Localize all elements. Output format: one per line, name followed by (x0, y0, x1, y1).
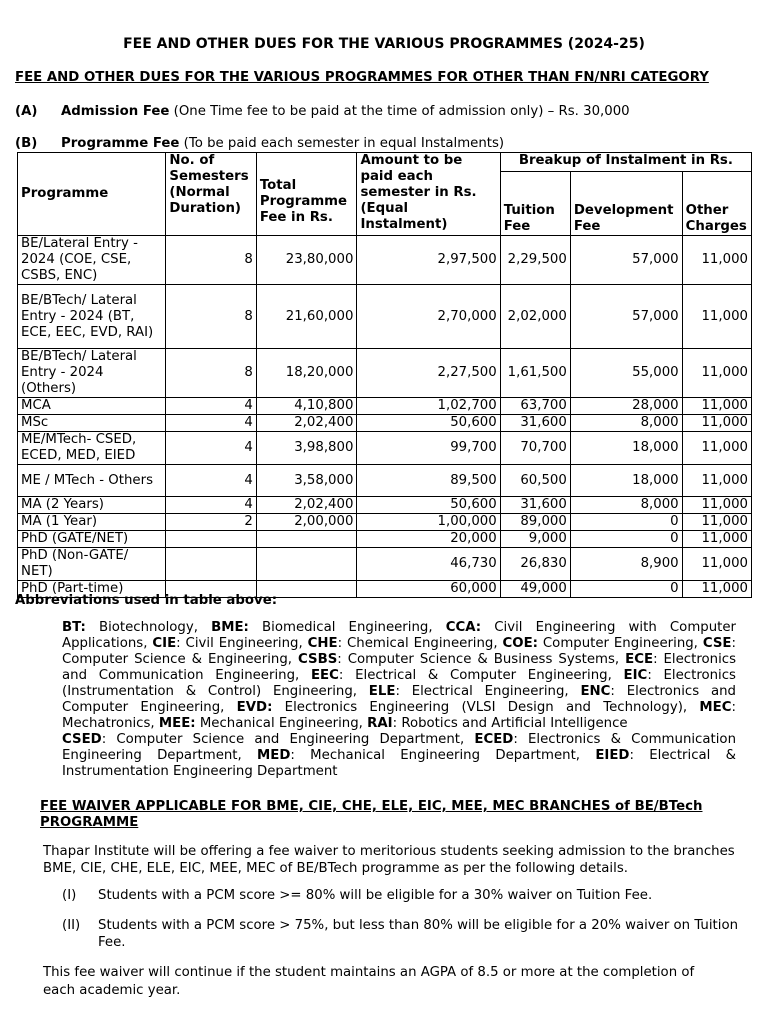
abbreviation-meaning: : Computer Science & Business Systems, (337, 652, 626, 667)
admission-fee-heading: Admission Fee (61, 104, 170, 119)
abbreviation-meaning: : Chemical Engineering, (337, 636, 503, 651)
cell-amount: 89,500 (357, 465, 500, 497)
cell-tuition: 63,700 (500, 398, 570, 415)
cell-tuition: 1,61,500 (500, 349, 570, 398)
cell-other: 11,000 (682, 531, 751, 548)
cell-other: 11,000 (682, 415, 751, 432)
section-subtitle: FEE AND OTHER DUES FOR THE VARIOUS PROGRAMMES FOR OTHER THAN FN/NRI CATEGORY (15, 70, 709, 85)
cell-total: 2,00,000 (256, 514, 357, 531)
table-row (18, 432, 752, 465)
cell-development: 8,000 (570, 497, 682, 514)
cell-semesters: 4 (166, 398, 256, 415)
cell-programme: MSc (18, 415, 166, 432)
abbreviation-term: CSE (702, 636, 732, 651)
abbreviation-meaning: Civil Engineering with Computer Applications, (62, 620, 737, 651)
section-b-label: (B) (15, 136, 38, 151)
abbreviation-term: ELE (368, 684, 396, 699)
cell-programme: BE/BTech/ Lateral Entry - 2024 (BT, ECE, EEC, EVD, RAI) (18, 285, 166, 349)
abbreviation-meaning: : Electronics (Instrumentation & Control) Engineering, (62, 668, 736, 699)
abbreviation-term: MEC (699, 700, 732, 715)
cell-amount: 50,600 (357, 415, 500, 432)
abbreviation-meaning: : Electronics and Communication Engineering, (62, 652, 737, 683)
header-tuition-fee: Tuition Fee (500, 172, 570, 236)
cell-total: 3,58,000 (256, 465, 357, 497)
abbreviation-term: CIE (152, 636, 177, 651)
abbreviation-meaning: : Mechatronics, (62, 700, 736, 731)
table-row (18, 531, 752, 548)
table-row (18, 514, 752, 531)
page-title: FEE AND OTHER DUES FOR THE VARIOUS PROGRAMMES (2024-25) (123, 36, 645, 52)
cell-other: 11,000 (682, 581, 751, 598)
cell-other: 11,000 (682, 432, 751, 465)
cell-total: 2,02,400 (256, 497, 357, 514)
cell-semesters: 4 (166, 415, 256, 432)
cell-programme: PhD (Part-time) (18, 581, 166, 598)
cell-semesters: 4 (166, 432, 256, 465)
abbreviation-term: MED (257, 748, 291, 763)
cell-programme: PhD (Non-GATE/ NET) (18, 548, 166, 581)
abbreviation-meaning: Biomedical Engineering, (248, 620, 446, 635)
cell-programme: ME/MTech- CSED, ECED, MED, EIED (18, 432, 166, 465)
cell-total: 23,80,000 (256, 236, 357, 285)
cell-tuition: 49,000 (500, 581, 570, 598)
table-row (18, 236, 752, 285)
cell-tuition: 31,600 (500, 415, 570, 432)
admission-fee-text: (One Time fee to be paid at the time of admission only) – Rs. 30,000 (169, 104, 630, 119)
waiver-item-text: Students with a PCM score > 75%, but less than 80% will be eligible for a 20% waiver on Tuition Fee. (98, 918, 739, 950)
admission-fee-line (15, 104, 630, 120)
cell-other: 11,000 (682, 465, 751, 497)
cell-other: 11,000 (682, 497, 751, 514)
cell-tuition: 2,02,000 (500, 285, 570, 349)
cell-development: 28,000 (570, 398, 682, 415)
cell-total: 21,60,000 (256, 285, 357, 349)
waiver-item-text: Students with a PCM score >= 80% will be eligible for a 30% waiver on Tuition Fee. (98, 888, 653, 903)
cell-tuition: 60,500 (500, 465, 570, 497)
cell-total: 3,98,800 (256, 432, 357, 465)
cell-tuition: 70,700 (500, 432, 570, 465)
cell-amount: 60,000 (357, 581, 500, 598)
cell-other: 11,000 (682, 285, 751, 349)
abbreviation-term: ECED (474, 732, 514, 747)
abbreviation-meaning: : Electronics and Computer Engineering, (62, 684, 736, 715)
programme-fee-line (15, 136, 504, 152)
abbreviation-term: CSBS (298, 652, 338, 667)
cell-development: 18,000 (570, 465, 682, 497)
cell-amount: 99,700 (357, 432, 500, 465)
abbreviation-term: ECE (625, 652, 654, 667)
abbreviation-term: ENC (580, 684, 611, 699)
section-a-label: (A) (15, 104, 38, 119)
abbreviation-term: EIC (623, 668, 648, 683)
abbreviation-meaning: : Robotics and Artificial Intelligence (392, 716, 628, 731)
fee-waiver-note: This fee waiver will continue if the student maintains an AGPA of 8.5 or more at the completion of each academic year. (43, 965, 695, 998)
cell-development: 8,900 (570, 548, 682, 581)
abbreviation-meaning: : Electrical & Instrumentation Engineering Department (62, 748, 736, 779)
cell-tuition: 31,600 (500, 497, 570, 514)
cell-total (256, 548, 357, 581)
header-programme: Programme (18, 153, 166, 236)
cell-amount: 2,70,000 (357, 285, 500, 349)
table-row (18, 465, 752, 497)
header-amount-per-semester: Amount to be paid each semester in Rs. (Equal Instalment) (357, 153, 500, 236)
cell-amount: 46,730 (357, 548, 500, 581)
cell-other: 11,000 (682, 548, 751, 581)
abbreviation-term: MEE: (158, 716, 196, 731)
fee-table (17, 152, 752, 598)
abbreviations-paragraph-1 (62, 620, 736, 732)
cell-programme: PhD (GATE/NET) (18, 531, 166, 548)
abbreviations-body (62, 620, 736, 780)
abbreviation-term: RAI (367, 716, 393, 731)
cell-development: 0 (570, 581, 682, 598)
abbreviation-term: BT: (62, 620, 86, 635)
cell-programme: MA (1 Year) (18, 514, 166, 531)
abbreviation-meaning: Computer Engineering, (537, 636, 703, 651)
cell-tuition: 9,000 (500, 531, 570, 548)
cell-amount: 50,600 (357, 497, 500, 514)
abbreviation-meaning: : Electrical Engineering, (395, 684, 581, 699)
table-row (18, 285, 752, 349)
abbreviations-title: Abbreviations used in table above: (15, 593, 278, 608)
cell-amount: 2,97,500 (357, 236, 500, 285)
abbreviation-term: BME: (211, 620, 249, 635)
cell-other: 11,000 (682, 398, 751, 415)
abbreviation-meaning: : Computer Science & Engineering, (62, 636, 736, 667)
abbreviation-term: COE: (502, 636, 538, 651)
header-breakup: Breakup of Instalment in Rs. (500, 153, 751, 172)
abbreviation-meaning: : Mechanical Engineering Department, (290, 748, 596, 763)
cell-total: 2,02,400 (256, 415, 357, 432)
abbreviation-meaning: : Electronics & Communication Engineering Department, (62, 732, 736, 763)
cell-semesters: 8 (166, 236, 256, 285)
programme-fee-heading: Programme Fee (61, 136, 180, 151)
fee-waiver-intro: Thapar Institute will be offering a fee waiver to meritorious students seeking admission to the branches BME, CIE, CHE, ELE, EIC, MEE, MEC of BE/BTech programme as per the following details. (43, 844, 735, 876)
abbreviation-meaning: : Electrical & Computer Engineering, (338, 668, 624, 683)
cell-programme: ME / MTech - Others (18, 465, 166, 497)
waiver-item-number: (I) (62, 888, 77, 903)
cell-other: 11,000 (682, 236, 751, 285)
cell-total: 4,10,800 (256, 398, 357, 415)
cell-programme: MCA (18, 398, 166, 415)
abbreviations-paragraph-2 (62, 732, 736, 780)
cell-development: 55,000 (570, 349, 682, 398)
cell-development: 0 (570, 531, 682, 548)
abbreviation-meaning: Mechanical Engineering, (195, 716, 368, 731)
table-row (18, 398, 752, 415)
cell-total: 18,20,000 (256, 349, 357, 398)
cell-amount: 1,00,000 (357, 514, 500, 531)
waiver-item-number: (II) (62, 918, 81, 933)
cell-development: 57,000 (570, 236, 682, 285)
table-row (18, 349, 752, 398)
cell-development: 8,000 (570, 415, 682, 432)
table-row (18, 415, 752, 432)
fee-waiver-title: FEE WAIVER APPLICABLE FOR BME, CIE, CHE, ELE, EIC, MEE, MEC BRANCHES of BE/BTech PROGRAMME (40, 799, 703, 830)
cell-development: 57,000 (570, 285, 682, 349)
cell-amount: 1,02,700 (357, 398, 500, 415)
programme-fee-text: (To be paid each semester in equal Instalments) (179, 136, 505, 151)
cell-semesters: 4 (166, 465, 256, 497)
table-row (18, 497, 752, 514)
cell-total (256, 531, 357, 548)
abbreviation-term: CSED (62, 732, 102, 747)
cell-tuition: 26,830 (500, 548, 570, 581)
cell-amount: 20,000 (357, 531, 500, 548)
abbreviation-term: CHE (307, 636, 338, 651)
abbreviation-meaning: Electronics Engineering (VLSI Design and Technology), (272, 700, 700, 715)
cell-semesters (166, 548, 256, 581)
cell-semesters: 8 (166, 349, 256, 398)
cell-tuition: 2,29,500 (500, 236, 570, 285)
cell-programme: BE/Lateral Entry - 2024 (COE, CSE, CSBS, ENC) (18, 236, 166, 285)
cell-other: 11,000 (682, 349, 751, 398)
cell-tuition: 89,000 (500, 514, 570, 531)
header-other-charges: Other Charges (682, 172, 751, 236)
header-semesters: No. of Semesters (Normal Duration) (166, 153, 256, 236)
cell-development: 18,000 (570, 432, 682, 465)
abbreviation-meaning: : Civil Engineering, (176, 636, 308, 651)
abbreviation-term: EVD: (236, 700, 273, 715)
header-development-fee: Development Fee (570, 172, 682, 236)
abbreviation-term: EIED (595, 748, 630, 763)
abbreviation-meaning: : Computer Science and Engineering Department, (101, 732, 475, 747)
cell-semesters (166, 531, 256, 548)
cell-semesters: 8 (166, 285, 256, 349)
cell-semesters: 4 (166, 497, 256, 514)
cell-amount: 2,27,500 (357, 349, 500, 398)
cell-programme: BE/BTech/ Lateral Entry - 2024 (Others) (18, 349, 166, 398)
abbreviation-term: CCA: (445, 620, 482, 635)
cell-other: 11,000 (682, 514, 751, 531)
cell-semesters: 2 (166, 514, 256, 531)
header-total-fee: Total Programme Fee in Rs. (256, 153, 357, 236)
table-row (18, 548, 752, 581)
cell-programme: MA (2 Years) (18, 497, 166, 514)
cell-development: 0 (570, 514, 682, 531)
abbreviation-term: EEC (310, 668, 339, 683)
abbreviation-meaning: Biotechnology, (85, 620, 212, 635)
